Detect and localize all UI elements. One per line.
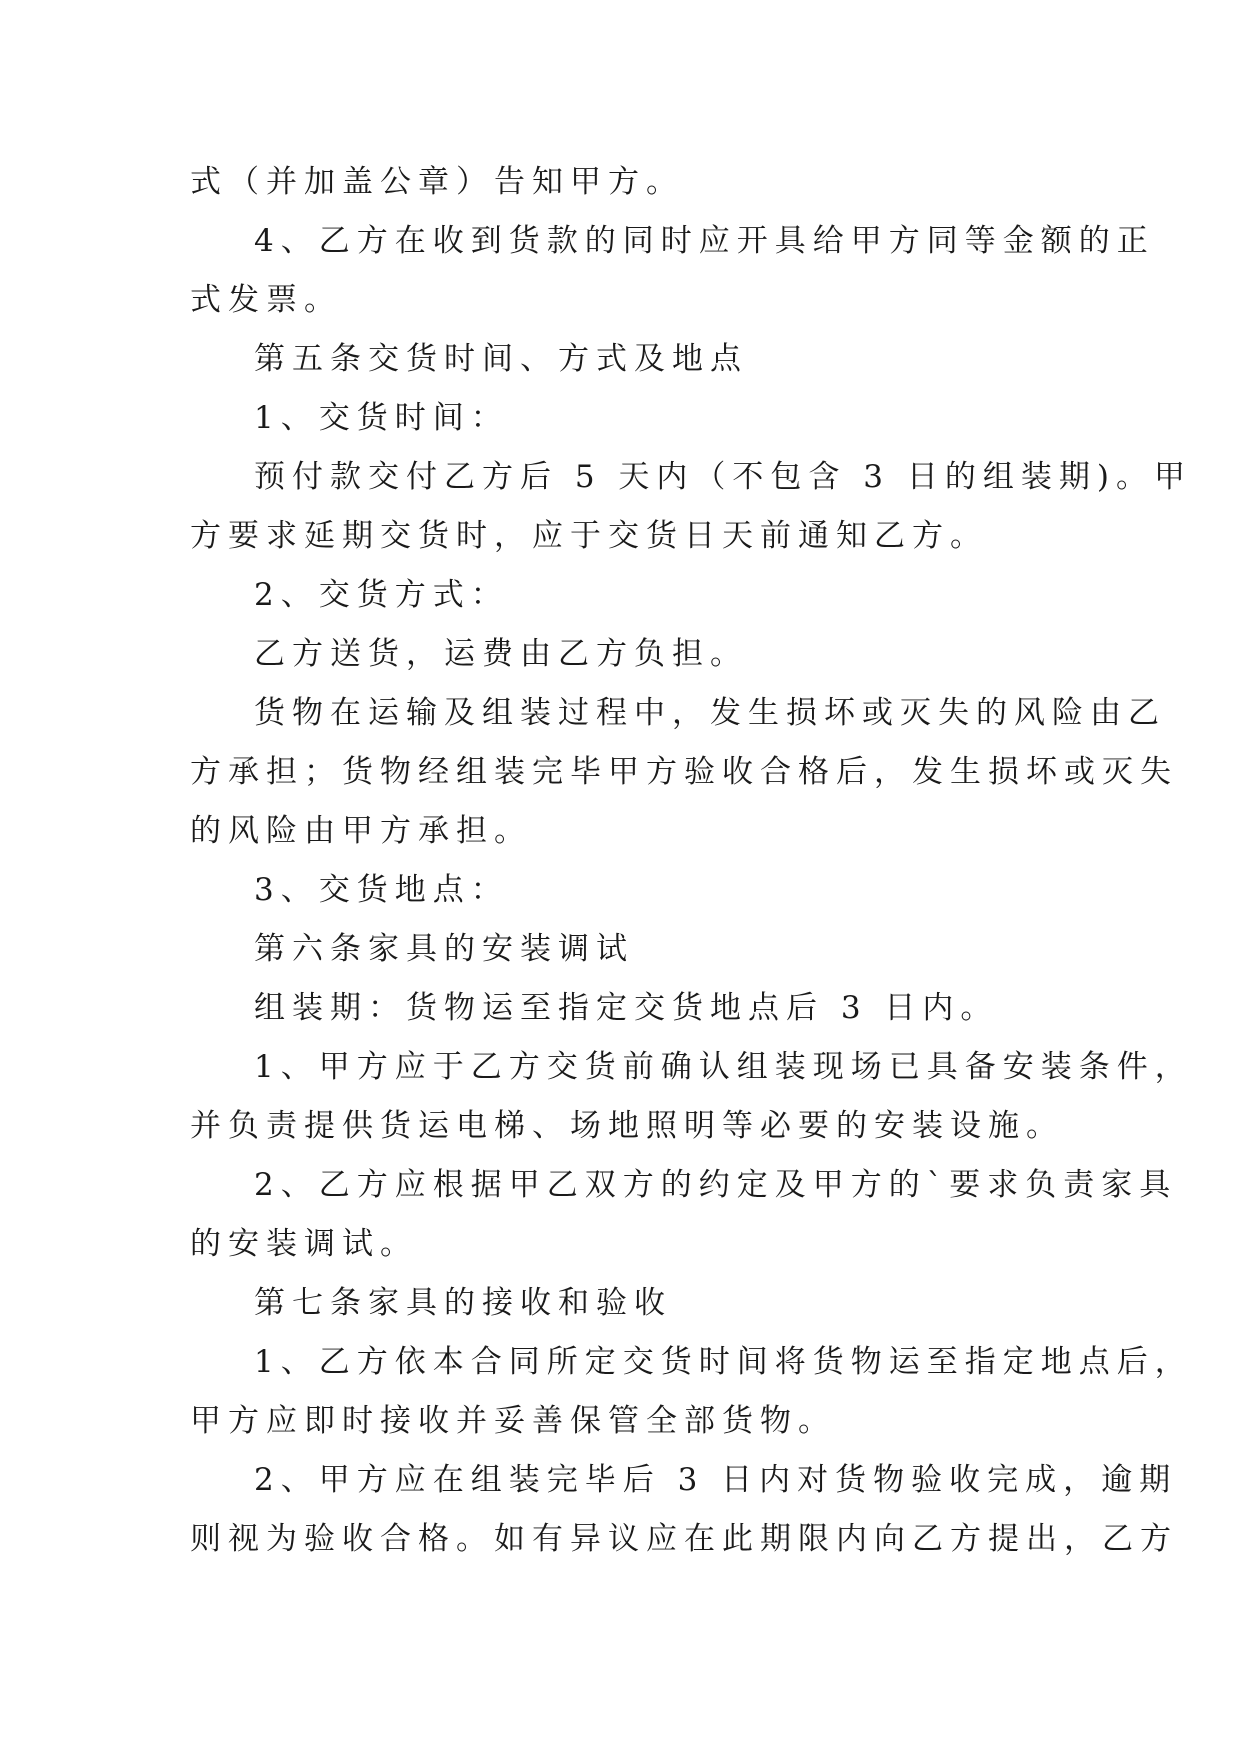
paragraph-line: 式发票。 <box>190 282 342 318</box>
paragraph-line: 1、交货时间： <box>254 400 509 436</box>
paragraph-line: 2、甲方应在组装完毕后 3 日内对货物验收完成，逾期 <box>254 1462 1178 1498</box>
paragraph-line: 1、乙方依本合同所定交货时间将货物运至指定地点后， <box>254 1344 1193 1380</box>
paragraph-line: 方承担；货物经组装完毕甲方验收合格后，发生损坏或灭失 <box>190 754 1178 790</box>
paragraph-line: 的风险由甲方承担。 <box>190 813 532 849</box>
paragraph-line: 2、交货方式： <box>254 577 509 613</box>
paragraph-line: 4、乙方在收到货款的同时应开具给甲方同等金额的正 <box>254 223 1155 259</box>
paragraph-line: 3、交货地点： <box>254 872 509 908</box>
section-heading: 第六条家具的安装调试 <box>254 931 634 967</box>
section-heading: 第七条家具的接收和验收 <box>254 1285 672 1321</box>
paragraph-line: 的安装调试。 <box>190 1226 418 1262</box>
paragraph-line: 并负责提供货运电梯、场地照明等必要的安装设施。 <box>190 1108 1064 1144</box>
paragraph-line: 组装期：货物运至指定交货地点后 3 日内。 <box>254 990 999 1026</box>
paragraph-line: 式（并加盖公章）告知甲方。 <box>190 164 684 200</box>
paragraph-line: 则视为验收合格。如有异议应在此期限内向乙方提出，乙方 <box>190 1521 1178 1557</box>
paragraph-line: 货物在运输及组装过程中，发生损坏或灭失的风险由乙 <box>254 695 1166 731</box>
paragraph-line: 1、甲方应于乙方交货前确认组装现场已具备安装条件， <box>254 1049 1193 1085</box>
paragraph-line: 预付款交付乙方后 5 天内（不包含 3 日的组装期)。甲 <box>254 459 1192 495</box>
paragraph-line: 乙方送货，运费由乙方负担。 <box>254 636 748 672</box>
paragraph-line: 2、乙方应根据甲乙双方的约定及甲方的`要求负责家具 <box>254 1167 1178 1203</box>
section-heading: 第五条交货时间、方式及地点 <box>254 341 748 377</box>
paragraph-line: 方要求延期交货时，应于交货日天前通知乙方。 <box>190 518 988 554</box>
paragraph-line: 甲方应即时接收并妥善保管全部货物。 <box>190 1403 836 1439</box>
document-body <box>190 162 1193 1578</box>
